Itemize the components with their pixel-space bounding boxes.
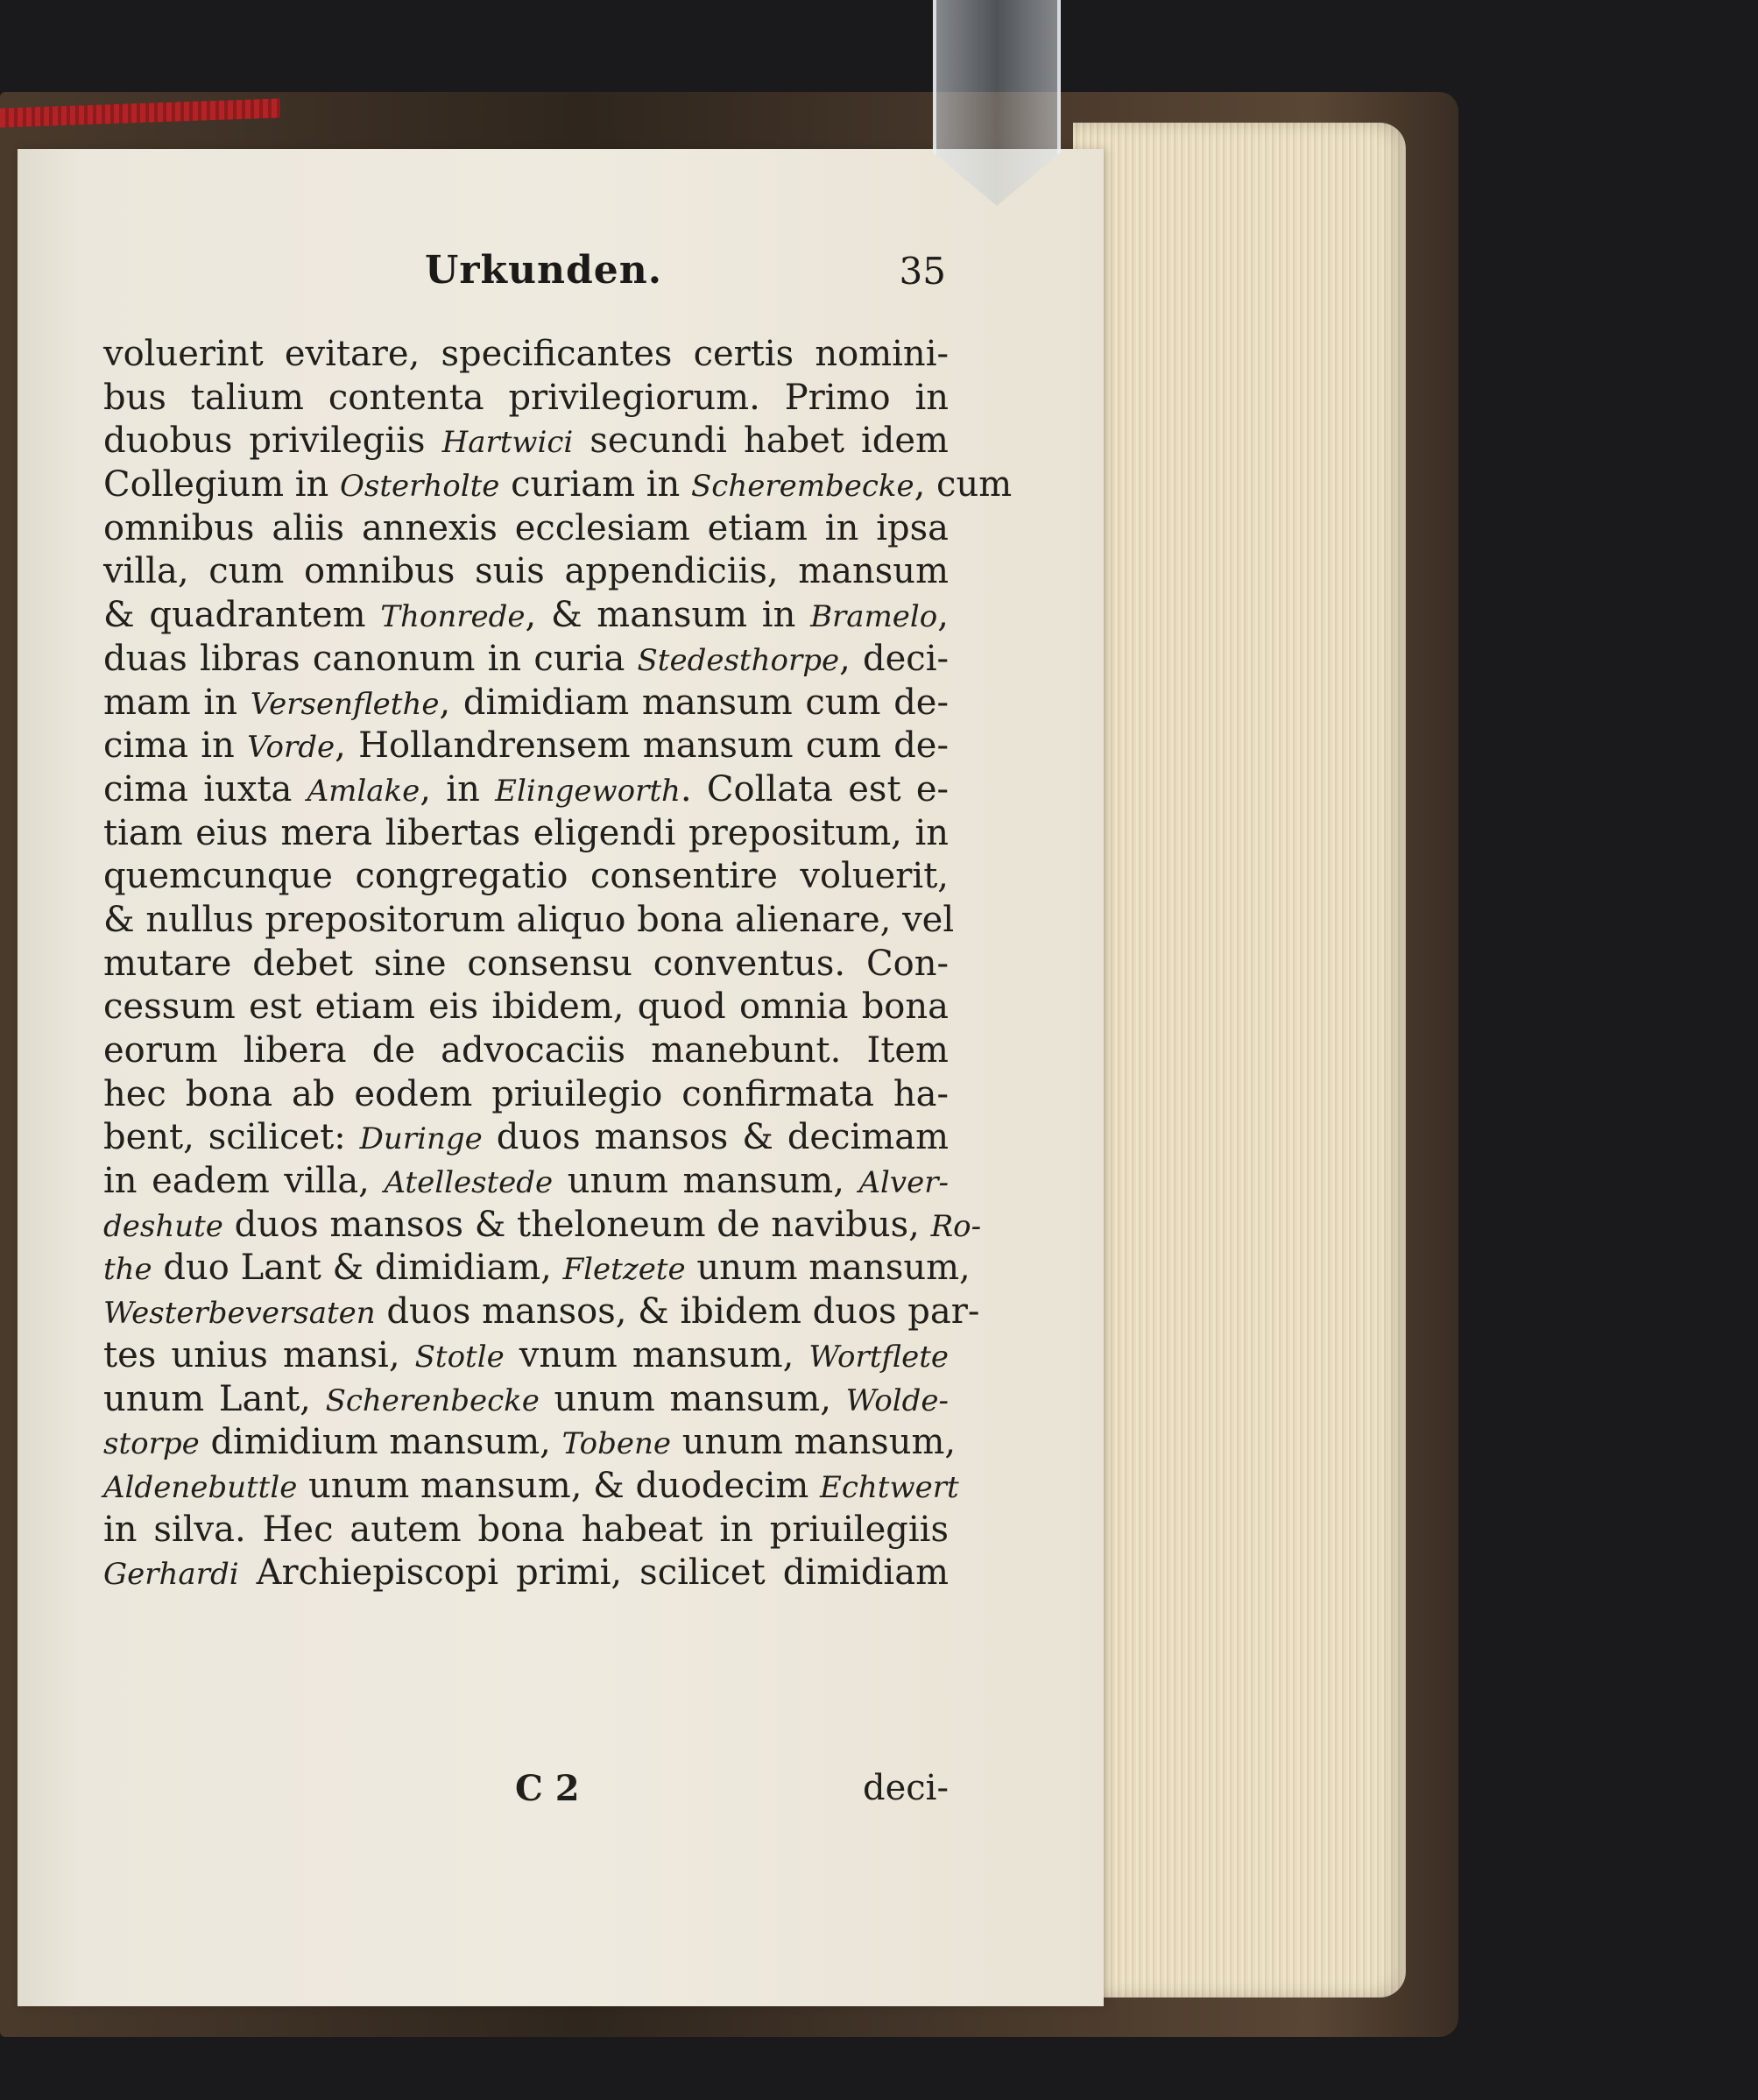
text-run: cima iuxta [103, 768, 307, 810]
italic-place-name: Gerhardi [103, 1557, 239, 1593]
italic-place-name: Aldenebuttle [103, 1469, 298, 1505]
text-run: in eadem villa, [103, 1161, 385, 1202]
text-run: , deci- [839, 638, 950, 679]
text-run: omnibus aliis annexis ecclesiam etiam in ipsa [103, 507, 949, 548]
italic-place-name: Atellestede [384, 1165, 554, 1201]
text-run: tes unius mansi, [103, 1334, 415, 1375]
italic-place-name: Tobene [561, 1426, 671, 1462]
text-line [103, 725, 949, 768]
italic-place-name: the [103, 1252, 152, 1288]
text-run: , [937, 595, 949, 636]
text-line [103, 550, 949, 594]
italic-place-name: Duringe [359, 1121, 483, 1157]
text-line [103, 1552, 949, 1595]
text-run: villa, cum omnibus suis appendiciis, mansum [103, 551, 949, 592]
italic-place-name: Echtwert [820, 1469, 959, 1505]
text-run: cima in [103, 725, 248, 767]
text-run: unum mansum, [539, 1378, 846, 1419]
text-run: cessum est etiam eis ibidem, quod omnia bona [103, 986, 949, 1028]
text-line [103, 1421, 957, 1465]
text-run: duobus privilegiis [103, 421, 442, 462]
text-run: Archiepiscopi primi, scilicet dimidiam [238, 1552, 949, 1594]
text-run: mam in [103, 682, 251, 723]
italic-place-name: Stedesthorpe [637, 642, 840, 678]
italic-place-name: Alver- [858, 1165, 949, 1201]
catchword: deci- [863, 1768, 949, 1808]
italic-place-name: Bramelo [810, 599, 938, 635]
text-run: & nullus prepositorum aliquo bona alienare, vel [103, 899, 955, 940]
text-run: bent, scilicet: [103, 1117, 360, 1158]
text-line [103, 855, 949, 899]
text-run: duos mansos, & ibidem duos par- [375, 1291, 980, 1333]
text-line [103, 1334, 949, 1378]
text-line [103, 1378, 949, 1422]
text-line [103, 594, 949, 638]
text-line [103, 812, 949, 856]
text-line [103, 1204, 982, 1248]
text-run: , dimidiam mansum cum de- [439, 682, 949, 723]
text-run: quemcunque congregatio consentire voluerit, [103, 856, 949, 897]
text-line [103, 1247, 971, 1290]
text-run: , Hollandrensem mansum cum de- [335, 725, 949, 767]
text-run: duo Lant & dimidiam, [152, 1248, 563, 1289]
italic-place-name: Amlake [307, 773, 420, 809]
text-line [103, 1290, 980, 1334]
text-run: . Collata est e- [680, 768, 950, 810]
italic-place-name: Hartwici [441, 425, 574, 461]
text-run: unum Lant, [103, 1378, 326, 1419]
text-line [103, 420, 949, 463]
italic-place-name: Scherembecke [690, 469, 914, 505]
text-run: hec bona ab eodem priuilegio confirmata ha- [103, 1073, 949, 1114]
text-run: curiam in [499, 464, 691, 506]
running-head: Urkunden. [425, 248, 663, 293]
italic-place-name: deshute [103, 1208, 223, 1244]
italic-place-name: Wortflete [808, 1339, 949, 1375]
text-run: unum mansum, [553, 1161, 859, 1202]
italic-place-name: Vorde [247, 730, 335, 766]
text-run: , cum [914, 464, 1013, 506]
text-run: dimidium mansum, [199, 1422, 562, 1463]
text-line [103, 899, 955, 943]
text-line [103, 1116, 949, 1160]
text-run: eorum libera de advocaciis manebunt. Item [103, 1030, 949, 1071]
text-line [103, 1073, 949, 1117]
text-run: voluerint evitare, specificantes certis nomini- [103, 334, 949, 374]
text-line [103, 1160, 949, 1204]
italic-place-name: Thonrede [380, 599, 526, 635]
italic-place-name: storpe [103, 1426, 200, 1462]
text-line [103, 1029, 949, 1073]
text-run: Collegium in [103, 464, 341, 506]
signature-mark: C 2 [515, 1768, 580, 1809]
text-line [103, 1465, 959, 1509]
italic-place-name: Stotle [414, 1339, 505, 1375]
italic-place-name: Versenflethe [250, 686, 440, 722]
text-line [103, 638, 949, 682]
italic-place-name: Ro- [930, 1208, 982, 1244]
text-run: duos mansos & decimam [482, 1117, 949, 1158]
text-run: unum mansum, [685, 1248, 971, 1289]
italic-place-name: Westerbeversaten [103, 1296, 376, 1332]
italic-place-name: Osterholte [340, 469, 500, 505]
italic-place-name: Elingeworth [495, 773, 681, 809]
text-run: secundi habet idem [573, 421, 949, 462]
text-run: mutare debet sine consensu conventus. Con- [103, 943, 949, 984]
text-run: , & mansum in [525, 595, 811, 636]
page-footer [103, 1768, 949, 1814]
page-header [425, 248, 946, 301]
text-line [103, 463, 1013, 507]
text-run: vnum mansum, [504, 1334, 809, 1375]
text-line [103, 1509, 949, 1552]
text-line [103, 377, 949, 421]
italic-place-name: Scherenbecke [325, 1382, 540, 1418]
page-block-edge [1073, 123, 1406, 1997]
text-line [103, 986, 949, 1029]
page-number: 35 [899, 250, 946, 293]
italic-place-name: Wolde- [845, 1382, 949, 1418]
italic-place-name: Fletzete [562, 1252, 686, 1288]
text-run: in silva. Hec autem bona habeat in priuilegiis [103, 1509, 949, 1550]
text-run: unum mansum, & duodecim [297, 1465, 821, 1506]
text-run: tiam eius mera libertas eligendi prepositum, in [103, 812, 949, 853]
text-run: , in [420, 768, 496, 810]
text-line [103, 682, 949, 725]
text-line [103, 333, 949, 377]
text-run: unum mansum, [670, 1422, 957, 1463]
text-run: bus talium contenta privilegiorum. Primo in [103, 377, 949, 418]
text-run: duas libras canonum in curia [103, 638, 638, 679]
body-text [103, 333, 1013, 1595]
text-line [103, 943, 949, 986]
text-line [103, 507, 949, 551]
text-run: & quadrantem [103, 595, 381, 636]
text-line [103, 768, 949, 812]
text-run: duos mansos & theloneum de navibus, [222, 1204, 931, 1245]
